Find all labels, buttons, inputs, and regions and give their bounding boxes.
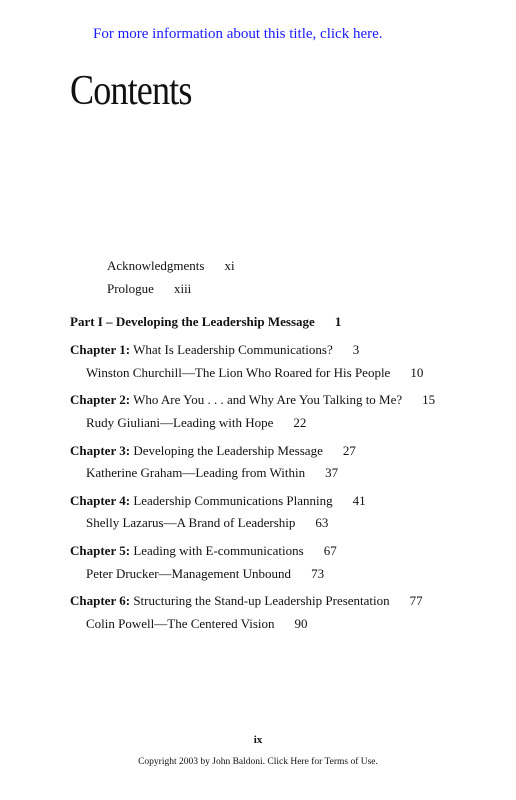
more-info-link[interactable]: For more information about this title, click here. [93,26,383,42]
chapter-title: Leadership Communications Planning [133,493,333,508]
toc-part-1[interactable] [70,315,341,328]
chapter-page: 15 [422,392,436,407]
chapter-page: 67 [323,543,337,558]
chapter-title: Structuring the Stand-up Leadership Presentation [133,593,390,608]
profile-title: Katherine Graham—Leading from Within [86,465,306,480]
profile-title: Winston Churchill—The Lion Who Roared for His People [86,365,391,380]
chapter-label: Chapter 6: [70,593,131,608]
profile-title: Rudy Giuliani—Leading with Hope [86,415,274,430]
toc-chapter-6[interactable] [70,594,423,607]
chapter-page: 77 [409,593,423,608]
entry-page: xi [224,258,235,273]
profile-page: 73 [311,566,325,581]
chapter-page: 27 [342,443,356,458]
chapter-title: What Is Leadership Communications? [133,342,333,357]
profile-title: Shelly Lazarus—A Brand of Leadership [86,515,296,530]
profile-page: 10 [410,365,424,380]
toc-profile-4[interactable] [86,516,328,529]
toc-chapter-3[interactable] [70,444,356,457]
toc-profile-5[interactable] [86,567,324,580]
toc-chapter-1[interactable] [70,343,359,356]
profile-page: 90 [294,616,308,631]
entry-page: xiii [173,281,192,296]
profile-page: 63 [315,515,329,530]
profile-title: Colin Powell—The Centered Vision [86,616,275,631]
toc-chapter-4[interactable] [70,494,366,507]
profile-title: Peter Drucker—Management Unbound [86,566,292,581]
chapter-label: Chapter 3: [70,443,131,458]
chapter-label: Chapter 4: [70,493,131,508]
chapter-label: Chapter 5: [70,543,131,558]
toc-profile-1[interactable] [86,366,423,379]
entry-title: Prologue [107,281,154,296]
part-title: Part I – Developing the Leadership Message [70,314,315,329]
toc-profile-6[interactable] [86,617,308,630]
toc-profile-2[interactable] [86,416,306,429]
chapter-title: Who Are You . . . and Why Are You Talking to Me? [133,392,403,407]
chapter-title: Leading with E-communications [133,543,304,558]
toc-chapter-5[interactable] [70,544,337,557]
toc-entry-acknowledgments[interactable] [107,259,235,272]
profile-page: 37 [325,465,339,480]
part-page: 1 [334,314,342,329]
chapter-title: Developing the Leadership Message [133,443,323,458]
toc-entry-prologue[interactable] [107,282,191,295]
page-folio: ix [253,734,263,746]
copyright-footer[interactable]: Copyright 2003 by John Baldoni. Click Here for Terms of Use. [138,757,378,767]
chapter-label: Chapter 1: [70,342,131,357]
chapter-label: Chapter 2: [70,392,131,407]
profile-page: 22 [293,415,307,430]
contents-heading: Contents [70,68,192,114]
toc-chapter-2[interactable] [70,393,435,406]
chapter-page: 41 [352,493,366,508]
entry-title: Acknowledgments [107,258,205,273]
chapter-page: 3 [352,342,360,357]
toc-profile-3[interactable] [86,466,338,479]
